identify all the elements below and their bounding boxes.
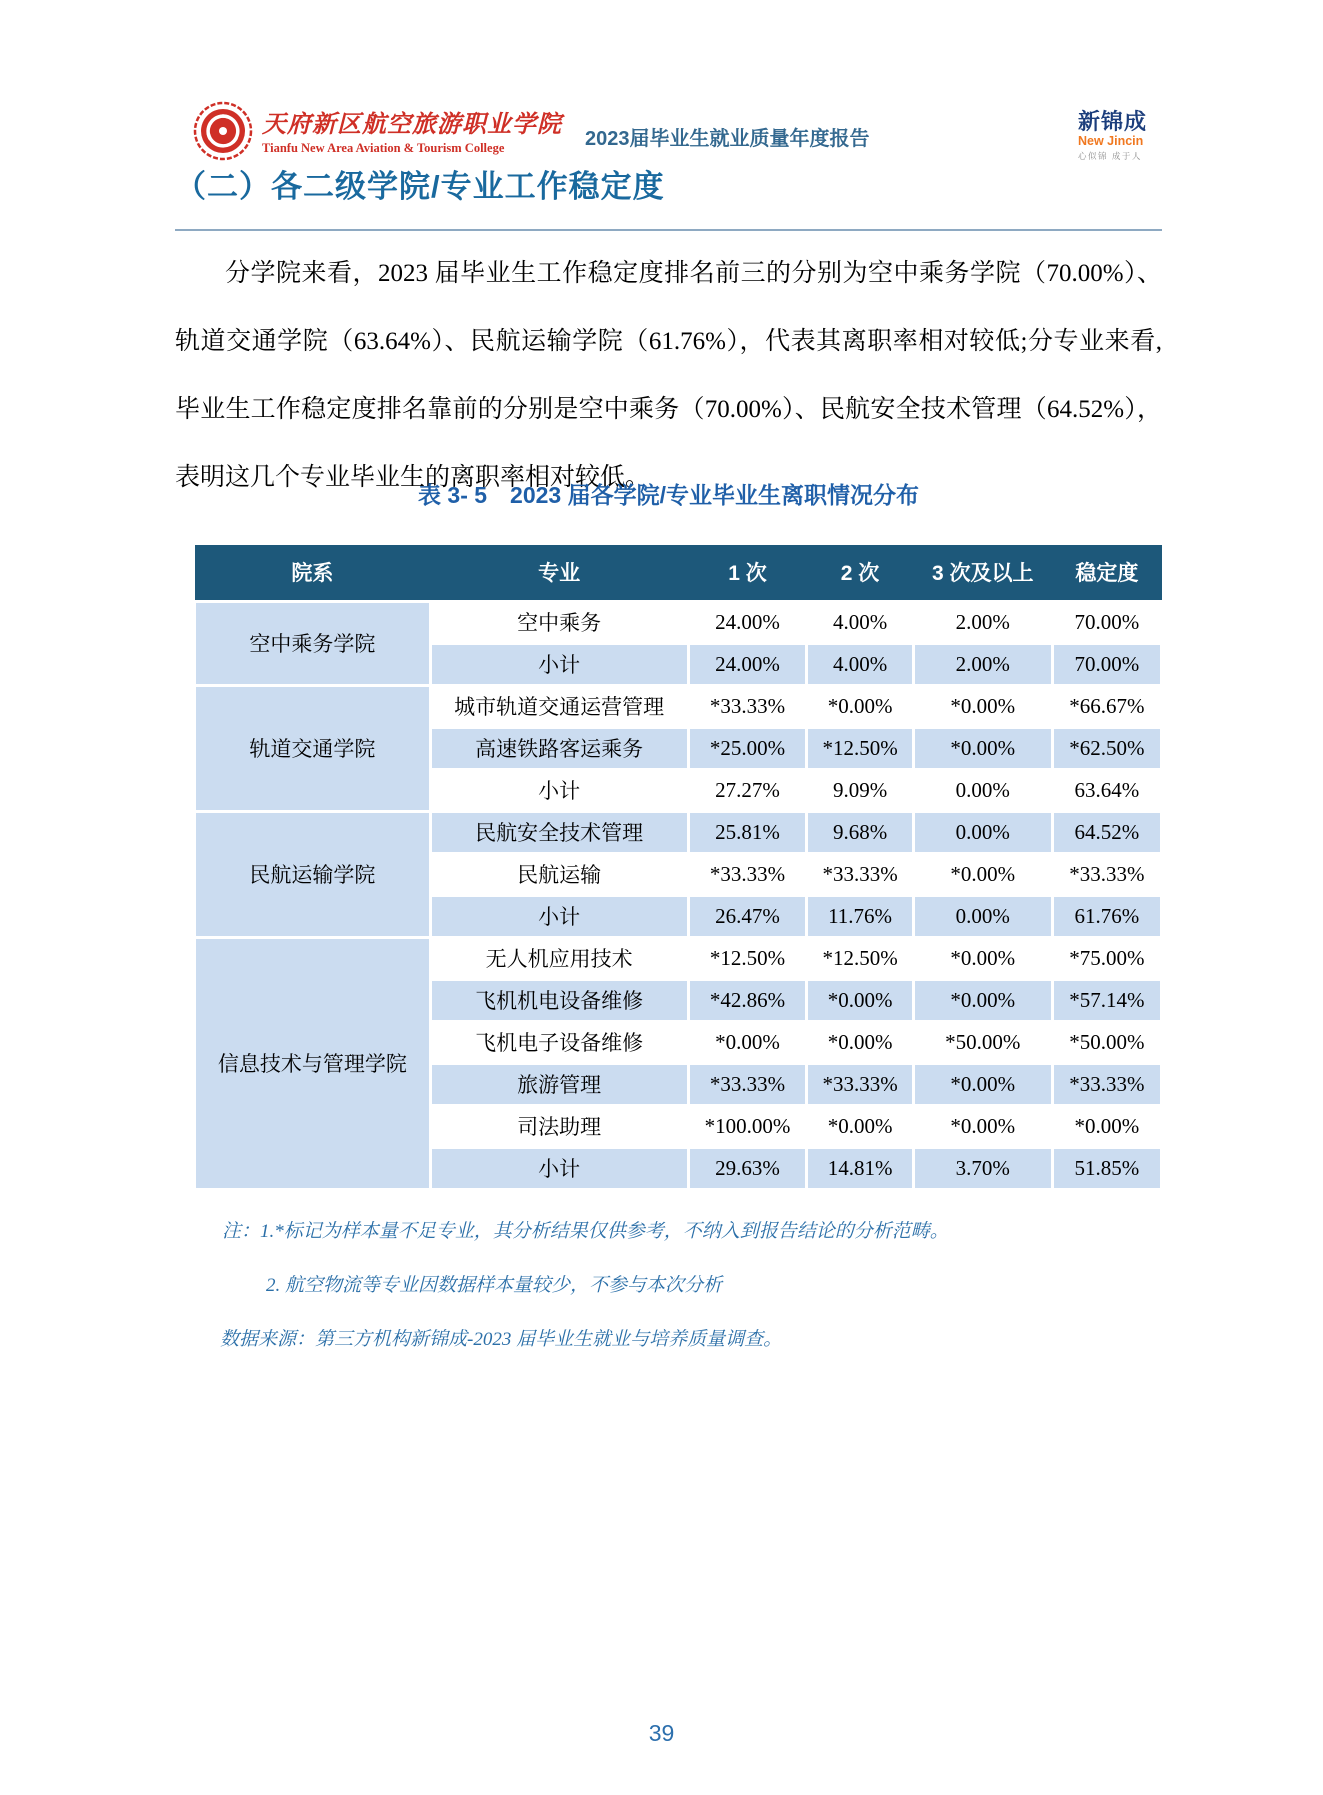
college-cell: 空中乘务学院 xyxy=(195,601,431,685)
column-header: 1 次 xyxy=(728,562,767,586)
college-cell: 民航运输学院 xyxy=(195,811,431,937)
college-cell: 信息技术与管理学院 xyxy=(195,937,431,1189)
value-cell: *33.33% xyxy=(688,685,807,727)
value-cell: *50.00% xyxy=(1052,1021,1161,1063)
value-cell: *25.00% xyxy=(688,727,807,769)
value-cell: *33.33% xyxy=(688,1063,807,1105)
section-divider xyxy=(175,229,1162,231)
value-cell: *33.33% xyxy=(1052,1063,1161,1105)
table-row xyxy=(195,937,1162,979)
page-number: 39 xyxy=(648,1720,675,1746)
major-cell: 小计 xyxy=(430,643,688,685)
value-cell: *0.00% xyxy=(807,1105,913,1147)
major-cell: 小计 xyxy=(430,769,688,811)
college-name-en: Tianfu New Area Aviation & Tourism College xyxy=(262,141,505,155)
value-cell: *0.00% xyxy=(913,853,1052,895)
column-header: 2 次 xyxy=(840,562,880,586)
value-cell: *100.00% xyxy=(688,1105,807,1147)
value-cell: 63.64% xyxy=(1052,769,1161,811)
value-cell: *66.67% xyxy=(1052,685,1161,727)
stability-table-wrap xyxy=(193,545,1163,1191)
value-cell: 0.00% xyxy=(913,811,1052,853)
value-cell: *50.00% xyxy=(913,1021,1052,1063)
value-cell: *33.33% xyxy=(807,853,913,895)
value-cell: 25.81% xyxy=(688,811,807,853)
major-cell: 司法助理 xyxy=(430,1105,688,1147)
value-cell: 51.85% xyxy=(1052,1147,1161,1189)
value-cell: *12.50% xyxy=(807,937,913,979)
brand-name-en: New Jincin xyxy=(1078,134,1144,149)
column-header: 3 次及以上 xyxy=(931,562,1034,586)
value-cell: 27.27% xyxy=(688,769,807,811)
table-note-1: 注：1.*标记为样本量不足专业，其分析结果仅供参考，不纳入到报告结论的分析范畴。 xyxy=(222,1221,949,1242)
table-caption: 表 3- 5 2023 届各学院/专业毕业生离职情况分布 xyxy=(418,482,919,508)
stability-table xyxy=(193,545,1163,1191)
college-seal-icon xyxy=(193,101,253,161)
table-note-2: 2. 航空物流等专业因数据样本量较少，不参与本次分析 xyxy=(266,1275,723,1296)
value-cell: *0.00% xyxy=(1052,1105,1161,1147)
value-cell: 2.00% xyxy=(913,643,1052,685)
value-cell: *0.00% xyxy=(913,937,1052,979)
value-cell: *0.00% xyxy=(807,979,913,1021)
value-cell: *42.86% xyxy=(688,979,807,1021)
value-cell: 2.00% xyxy=(913,601,1052,643)
data-source-note: 数据来源：第三方机构新锦成-2023 届毕业生就业与培养质量调查。 xyxy=(220,1329,783,1350)
value-cell: *0.00% xyxy=(807,1021,913,1063)
brand-name-zh: 新锦成 xyxy=(1078,109,1148,134)
value-cell: 9.68% xyxy=(807,811,913,853)
college-name-block xyxy=(262,104,592,156)
value-cell: *33.33% xyxy=(688,853,807,895)
college-name-zh: 天府新区航空旅游职业学院 xyxy=(262,112,562,138)
table-row xyxy=(195,685,1162,727)
value-cell: *0.00% xyxy=(688,1021,807,1063)
major-cell: 小计 xyxy=(430,895,688,937)
major-cell: 飞机机电设备维修 xyxy=(430,979,688,1021)
value-cell: *0.00% xyxy=(913,979,1052,1021)
value-cell: *75.00% xyxy=(1052,937,1161,979)
column-header: 专业 xyxy=(538,562,581,586)
value-cell: 11.76% xyxy=(807,895,913,937)
value-cell: 4.00% xyxy=(807,643,913,685)
value-cell: 61.76% xyxy=(1052,895,1161,937)
value-cell: 4.00% xyxy=(807,601,913,643)
major-cell: 民航运输 xyxy=(430,853,688,895)
value-cell: 0.00% xyxy=(913,895,1052,937)
value-cell: 64.52% xyxy=(1052,811,1161,853)
major-cell: 小计 xyxy=(430,1147,688,1189)
value-cell: *0.00% xyxy=(913,727,1052,769)
value-cell: *57.14% xyxy=(1052,979,1161,1021)
college-cell: 轨道交通学院 xyxy=(195,685,431,811)
value-cell: 9.09% xyxy=(807,769,913,811)
value-cell: *0.00% xyxy=(807,685,913,727)
body-paragraph: 分学院来看，2023 届毕业生工作稳定度排名前三的分别为空中乘务学院（70.00%）、轨道交通学院（63.64%）、民航运输学院（61.76%），代表其离职率相对较低;分专业来看,毕业生工作稳定度排名靠前的分别是空中乘务（70.00%）、民航安全技术管理（64.52%），表明这几个专业毕业生的离职率相对较低。 xyxy=(175,260,1162,491)
column-header: 院系 xyxy=(291,562,334,586)
column-header: 稳定度 xyxy=(1075,562,1139,586)
value-cell: 70.00% xyxy=(1052,601,1161,643)
value-cell: 26.47% xyxy=(688,895,807,937)
major-cell: 高速铁路客运乘务 xyxy=(430,727,688,769)
value-cell: 14.81% xyxy=(807,1147,913,1189)
value-cell: 3.70% xyxy=(913,1147,1052,1189)
table-row xyxy=(195,811,1162,853)
value-cell: *33.33% xyxy=(1052,853,1161,895)
value-cell: 70.00% xyxy=(1052,643,1161,685)
value-cell: 24.00% xyxy=(688,643,807,685)
major-cell: 空中乘务 xyxy=(430,601,688,643)
major-cell: 无人机应用技术 xyxy=(430,937,688,979)
table-header-row xyxy=(195,545,1162,601)
major-cell: 旅游管理 xyxy=(430,1063,688,1105)
major-cell: 城市轨道交通运营管理 xyxy=(430,685,688,727)
table-row xyxy=(195,601,1162,643)
brand-logo xyxy=(1078,110,1218,161)
value-cell: *0.00% xyxy=(913,1063,1052,1105)
value-cell: 29.63% xyxy=(688,1147,807,1189)
value-cell: *0.00% xyxy=(913,1105,1052,1147)
value-cell: 0.00% xyxy=(913,769,1052,811)
value-cell: 24.00% xyxy=(688,601,807,643)
brand-slogan: 心似锦 成于人 xyxy=(1078,150,1142,161)
value-cell: *12.50% xyxy=(688,937,807,979)
report-title: 2023届毕业生就业质量年度报告 xyxy=(585,128,870,150)
value-cell: *0.00% xyxy=(913,685,1052,727)
major-cell: 飞机电子设备维修 xyxy=(430,1021,688,1063)
value-cell: *33.33% xyxy=(807,1063,913,1105)
value-cell: *62.50% xyxy=(1052,727,1161,769)
value-cell: *12.50% xyxy=(807,727,913,769)
section-title: （二）各二级学院/专业工作稳定度 xyxy=(175,169,665,204)
major-cell: 民航安全技术管理 xyxy=(430,811,688,853)
